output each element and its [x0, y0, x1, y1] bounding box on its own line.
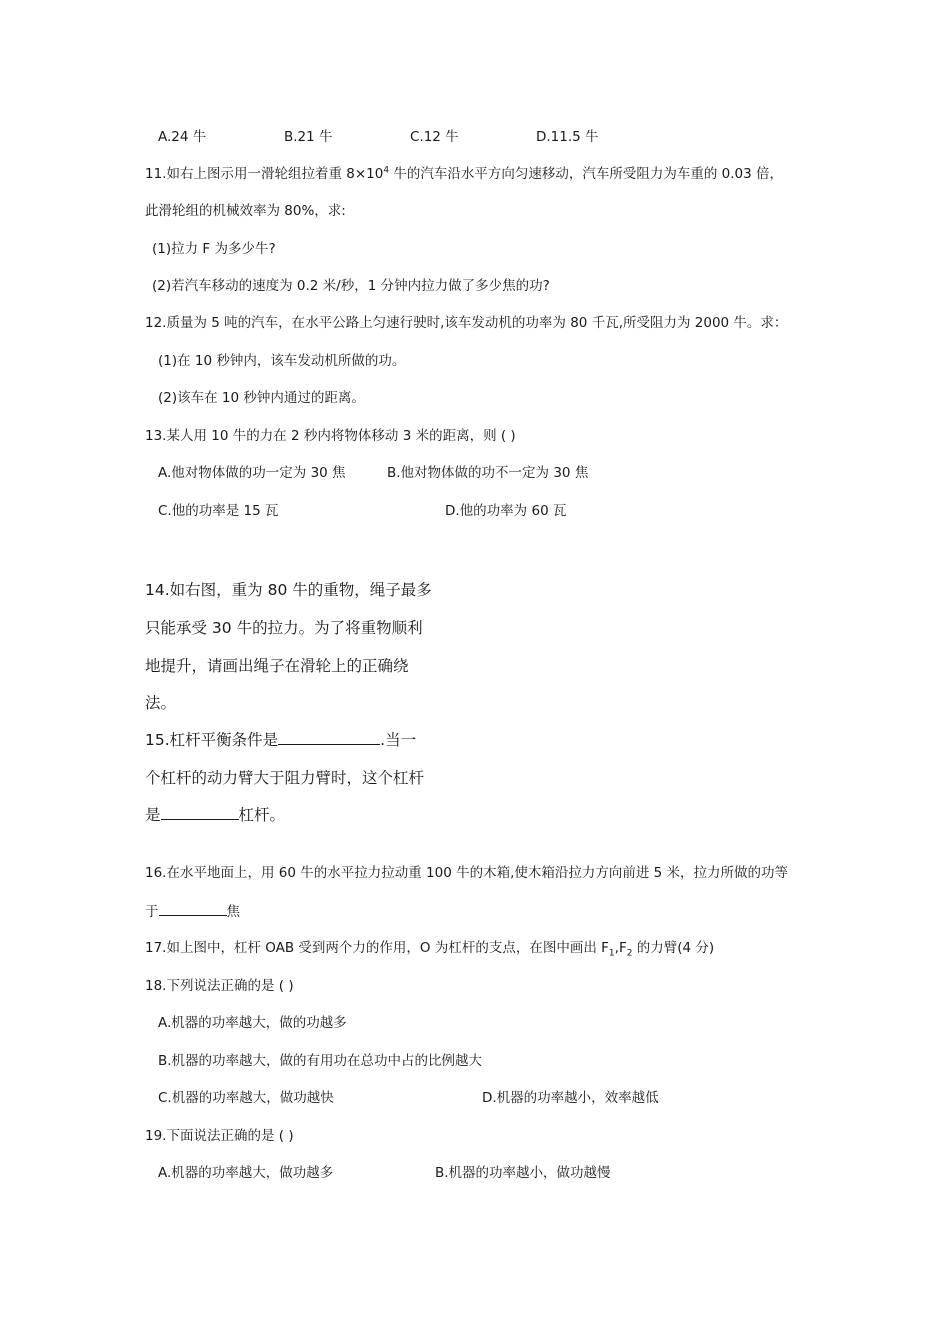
q10-option-d: D.11.5 牛: [536, 129, 599, 145]
q15-answer-blank-2[interactable]: [161, 805, 239, 820]
q16-line1: 16.在水平地面上，用 60 牛的水平拉力拉动重 100 牛的木箱,使木箱沿拉力方向前进 5 米，拉力所做的功等: [145, 865, 789, 881]
q17-mid: ,F: [614, 940, 627, 956]
q13-option-b: B.他对物体做的功不一定为 30 焦: [387, 465, 589, 481]
q12-sub1: (1)在 10 秒钟内，该车发动机所做的功。: [158, 353, 406, 369]
q11-stem-pre: 11.如右上图示用一滑轮组拉着重 8×10: [145, 166, 384, 182]
q15-line1-post: .当一: [380, 731, 417, 749]
q12-stem: 12.质量为 5 吨的汽车，在水平公路上匀速行驶时,该车发动机的功率为 80 千瓦,所受阻力为 2000 牛。求：: [145, 315, 788, 331]
q15-line3-pre: 是: [145, 806, 161, 824]
q17-sub-1: 1: [608, 948, 615, 959]
q11-sub1: (1)拉力 F 为多少牛?: [152, 241, 276, 257]
q17-sub-2: 2: [626, 948, 633, 959]
q14-line3: 地提升，请画出绳子在滑轮上的正确绕: [145, 657, 409, 675]
q15-line3-post: 杠杆。: [238, 806, 286, 824]
q17-stem: [145, 938, 714, 958]
q11-exponent: 4: [383, 165, 390, 176]
q14-line1: 14.如右图，重为 80 牛的重物，绳子最多: [145, 581, 432, 599]
q19-option-b: B.机器的功率越小，做功越慢: [435, 1165, 611, 1181]
q15-line1: [145, 729, 416, 751]
q16-line2-post: 焦: [226, 904, 240, 920]
q12-sub2: (2)该车在 10 秒钟内通过的距离。: [158, 390, 365, 406]
q13-option-d: D.他的功率为 60 瓦: [445, 503, 567, 519]
q14-line4: 法。: [145, 694, 177, 712]
q15-line1-pre: 15.杠杆平衡条件是: [145, 731, 279, 749]
q15-line2: 个杠杆的动力臂大于阻力臂时，这个杠杆: [145, 769, 425, 787]
q14-line2: 只能承受 30 牛的拉力。为了将重物顺利: [145, 619, 423, 637]
q16-line2-pre: 于: [145, 904, 159, 920]
q16-line2: [145, 901, 240, 922]
q13-option-c: C.他的功率是 15 瓦: [158, 503, 279, 519]
q17-post: 的力臂(4 分): [632, 940, 715, 956]
q11-sub2: (2)若汽车移动的速度为 0.2 米/秒，1 分钟内拉力做了多少焦的功?: [152, 278, 550, 294]
q18-option-a: A.机器的功率越大，做的功越多: [158, 1015, 347, 1031]
q17-pre: 17.如上图中，杠杆 OAB 受到两个力的作用，O 为杠杆的支点，在图中画出 F: [145, 940, 609, 956]
q10-option-a: A.24 牛: [158, 129, 207, 145]
q19-stem: 19.下面说法正确的是 ( ): [145, 1128, 294, 1144]
q11-stem-line2: 此滑轮组的机械效率为 80%，求:: [145, 203, 346, 219]
q13-stem: 13.某人用 10 牛的力在 2 秒内将物体移动 3 米的距离，则 ( ): [145, 428, 516, 444]
q13-option-a: A.他对物体做的功一定为 30 焦: [158, 465, 346, 481]
q18-option-b: B.机器的功率越大，做的有用功在总功中占的比例越大: [158, 1053, 483, 1069]
q15-answer-blank-1[interactable]: [278, 730, 380, 745]
q19-option-a: A.机器的功率越大，做功越多: [158, 1165, 334, 1181]
q18-option-c: C.机器的功率越大，做功越快: [158, 1090, 334, 1106]
q18-option-d: D.机器的功率越小，效率越低: [482, 1090, 659, 1106]
q18-stem: 18.下列说法正确的是 ( ): [145, 978, 294, 994]
q10-option-b: B.21 牛: [284, 129, 333, 145]
q16-answer-blank[interactable]: [159, 901, 227, 916]
q15-line3: [145, 804, 285, 826]
q10-option-c: C.12 牛: [410, 129, 459, 145]
q11-stem-line1: [145, 164, 783, 184]
q11-stem-post: 牛的汽车沿水平方向匀速移动，汽车所受阻力为车重的 0.03 倍，: [389, 166, 784, 182]
